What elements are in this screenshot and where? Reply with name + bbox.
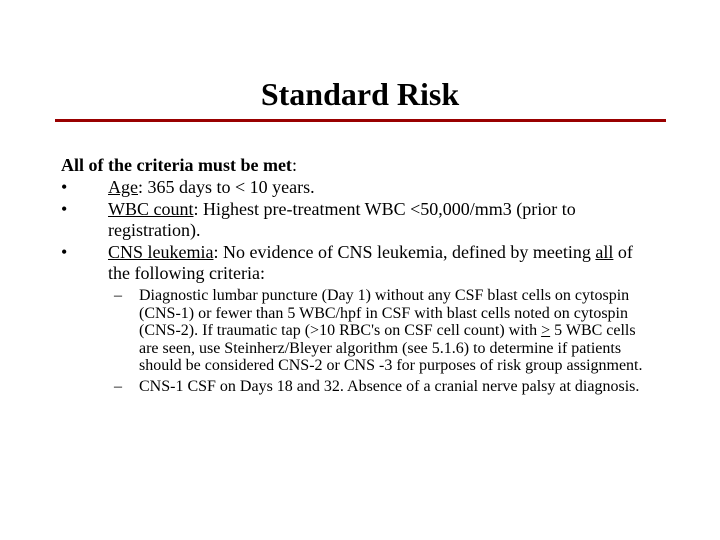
- bullet-icon: •: [61, 242, 68, 262]
- criterion-term: Age: [108, 177, 138, 197]
- criterion-text: [108, 199, 653, 241]
- dash-icon: –: [114, 287, 122, 304]
- criterion-detail: : Highest pre-treatment WBC <50,000/mm3 (prior to registration).: [108, 199, 576, 240]
- bullet-icon: •: [61, 177, 68, 197]
- subcriterion-text: CNS-1 CSF on Days 18 and 32. Absence of a cranial nerve palsy at diagnosis.: [139, 377, 640, 395]
- criterion-term: WBC count: [108, 199, 194, 219]
- slide-body: [61, 155, 661, 395]
- criteria-intro: [61, 155, 661, 176]
- criterion-detail: : 365 days to < 10 years.: [138, 177, 315, 197]
- criterion-term: CNS leukemia: [108, 242, 214, 262]
- slide-title: Standard Risk: [260, 76, 460, 112]
- subcriterion-text: [139, 287, 659, 375]
- greater-equal-symbol: >: [541, 322, 551, 339]
- criterion-text: [108, 177, 653, 198]
- subcriterion-lumbar-puncture: [61, 287, 661, 375]
- criterion-term-all: all: [595, 242, 614, 262]
- criterion-text: [108, 242, 653, 284]
- criterion-age: [61, 177, 661, 198]
- title-divider: [55, 119, 666, 122]
- bullet-icon: •: [61, 199, 68, 219]
- subcriterion-detail-end: 5 WBC cells are seen, use Steinherz/Bleyer algorithm (see 5.1.6) to determine if patients should be considered CNS-2 or CNS -3 for purposes of risk group assignment.: [139, 322, 643, 374]
- subcriterion-detail: Diagnostic lumbar puncture (Day 1) without any CSF blast cells on cytospin (CNS-1) or fewer than 5 WBC/hpf in CSF with blast cells noted on cytospin (CNS-2). If traumatic tap (>10 RBC's on CSF cell count) with: [139, 287, 630, 339]
- dash-icon: –: [114, 377, 122, 395]
- criterion-cns-leukemia: [61, 242, 661, 284]
- subcriterion-csf-days: [61, 378, 661, 396]
- intro-colon: :: [291, 155, 297, 175]
- criterion-wbc-count: [61, 199, 661, 241]
- intro-bold-text: All of the criteria must be met: [61, 155, 292, 175]
- criterion-detail-end: of the following criteria:: [108, 242, 633, 283]
- criterion-detail: : No evidence of CNS leukemia, defined by meeting: [213, 242, 596, 262]
